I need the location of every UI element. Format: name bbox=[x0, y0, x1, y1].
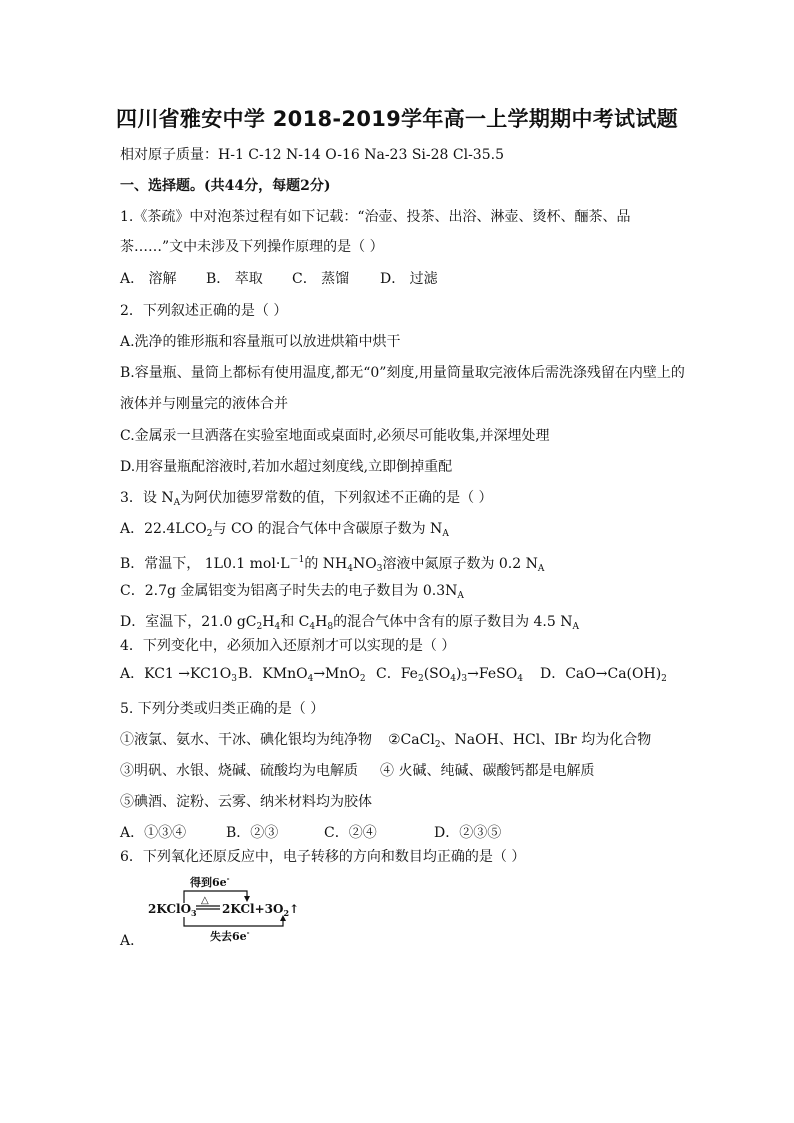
q1-stem-line1: 1.《茶疏》中对泡茶过程有如下记载：“治壶、投茶、出浴、淋壶、烫杯、酾茶、品 bbox=[120, 209, 631, 225]
q5-item-2: ②CaCl$_2$、NaOH、HCl、IBr 均为化合物 bbox=[388, 732, 652, 750]
q5-option-c: C．②④ bbox=[324, 825, 377, 841]
reactant-formula: 2KClO$_3$ bbox=[148, 902, 197, 918]
q2-option-a: A.洗净的锥形瓶和容量瓶可以放进烘箱中烘干 bbox=[120, 334, 401, 350]
q5-item-5: ⑤碘酒、淀粉、云雾、纳米材料均为胶体 bbox=[120, 794, 372, 810]
q3-stem: 3．设 $N_A$为阿伏加德罗常数的值，下列叙述不正确的是（ ） bbox=[120, 490, 493, 508]
electron-transfer-diagram bbox=[140, 873, 320, 943]
q5-option-d: D．②③⑤ bbox=[434, 825, 502, 841]
q1-option-c: C． 蒸馏 bbox=[292, 271, 350, 287]
q5-item-3: ③明矾、水银、烧碱、硫酸均为电解质 bbox=[120, 763, 358, 779]
q3-option-c: C．2.7g 金属铝变为铝离子时失去的电子数目为 $0.3N_A$ bbox=[120, 583, 464, 601]
q6-stem: 6．下列氧化还原反应中，电子转移的方向和数目均正确的是（ ） bbox=[120, 849, 526, 865]
q3-option-a: A．$22.4LCO_2$与 CO 的混合气体中含碳原子数为 $N_A$ bbox=[120, 521, 449, 539]
q2-option-b-line1: B.容量瓶、量筒上都标有使用温度,都无“0”刻度,用量筒量取完液体后需洗涤残留在内壁上的 bbox=[120, 365, 685, 381]
q6-option-a-label: A． bbox=[120, 933, 145, 949]
q4-option-b: B．KMnO$_4$→MnO$_2$ bbox=[238, 666, 366, 684]
q4-option-d: D．$CaO\to Ca(OH)_2$ bbox=[540, 666, 667, 684]
page-title: 四川省雅安中学 2018-2019学年高一上学期期中考试试题 bbox=[116, 107, 678, 131]
q4-option-c: C．$Fe_2(SO_4)_3\to FeSO_4$ bbox=[376, 666, 523, 684]
q2-option-d: D.用容量瓶配溶液时,若加水超过刻度线,立即倒掉重配 bbox=[120, 459, 453, 475]
q5-item-4: ④ 火碱、纯碱、碳酸钙都是电解质 bbox=[380, 763, 595, 779]
gain-label: 得到6e- bbox=[190, 874, 230, 889]
product-formula: $2KCl+3O_2↑$ bbox=[222, 902, 300, 918]
q4-stem: 4．下列变化中，必须加入还原剂才可以实现的是（ ） bbox=[120, 638, 456, 654]
q2-option-c: C.金属汞一旦洒落在实验室地面或桌面时,必须尽可能收集,并深埋处理 bbox=[120, 428, 550, 444]
q5-items-row1 bbox=[120, 731, 651, 754]
q2-option-b-line2: 液体并与刚量完的液体合并 bbox=[120, 396, 288, 412]
q4-options bbox=[120, 665, 667, 688]
q1-option-a: A． 溶解 bbox=[120, 271, 177, 287]
q1-options bbox=[120, 270, 438, 288]
q5-item-1: ①液氯、氨水、干冰、碘化银均为纯净物 bbox=[120, 732, 372, 748]
atomic-masses: 相对原子质量：H-1 C-12 N-14 O-16 Na-23 Si-28 Cl-35.5 bbox=[120, 147, 504, 163]
q5-stem: 5. 下列分类或归类正确的是（ ） bbox=[120, 701, 325, 717]
q1-option-d: D． 过滤 bbox=[380, 271, 438, 287]
q5-option-b: B．②③ bbox=[226, 825, 279, 841]
q1-stem-line2: 茶……”文中未涉及下列操作原理的是（ ） bbox=[120, 239, 384, 255]
section-heading: 一、选择题。(共44分，每题2分) bbox=[120, 178, 331, 194]
q1-option-b: B． 萃取 bbox=[206, 271, 263, 287]
lose-label: 失去6e- bbox=[210, 928, 250, 943]
q4-option-a: A．$KC1 \to KC1O_3$ bbox=[120, 666, 237, 684]
heat-symbol: △ bbox=[201, 895, 209, 906]
q5-items-row2 bbox=[120, 762, 594, 780]
lose-bracket bbox=[184, 917, 283, 926]
q2-stem: 2．下列叙述正确的是（ ） bbox=[120, 303, 288, 319]
q3-option-b: B．常温下， 1L0.1 $mol\cdot L^{-1}$的 $NH_4NO_3$溶液中氮原子数为 0.2 $N_A$ bbox=[120, 555, 545, 574]
q3-option-d: D．室温下，21.0 $gC_2H_4$和 $C_4H_8$的混合气体中含有的原子数目为 4.5 $N_A$ bbox=[120, 614, 579, 632]
q5-options bbox=[120, 824, 501, 842]
q5-option-a: A．①③④ bbox=[120, 825, 187, 841]
